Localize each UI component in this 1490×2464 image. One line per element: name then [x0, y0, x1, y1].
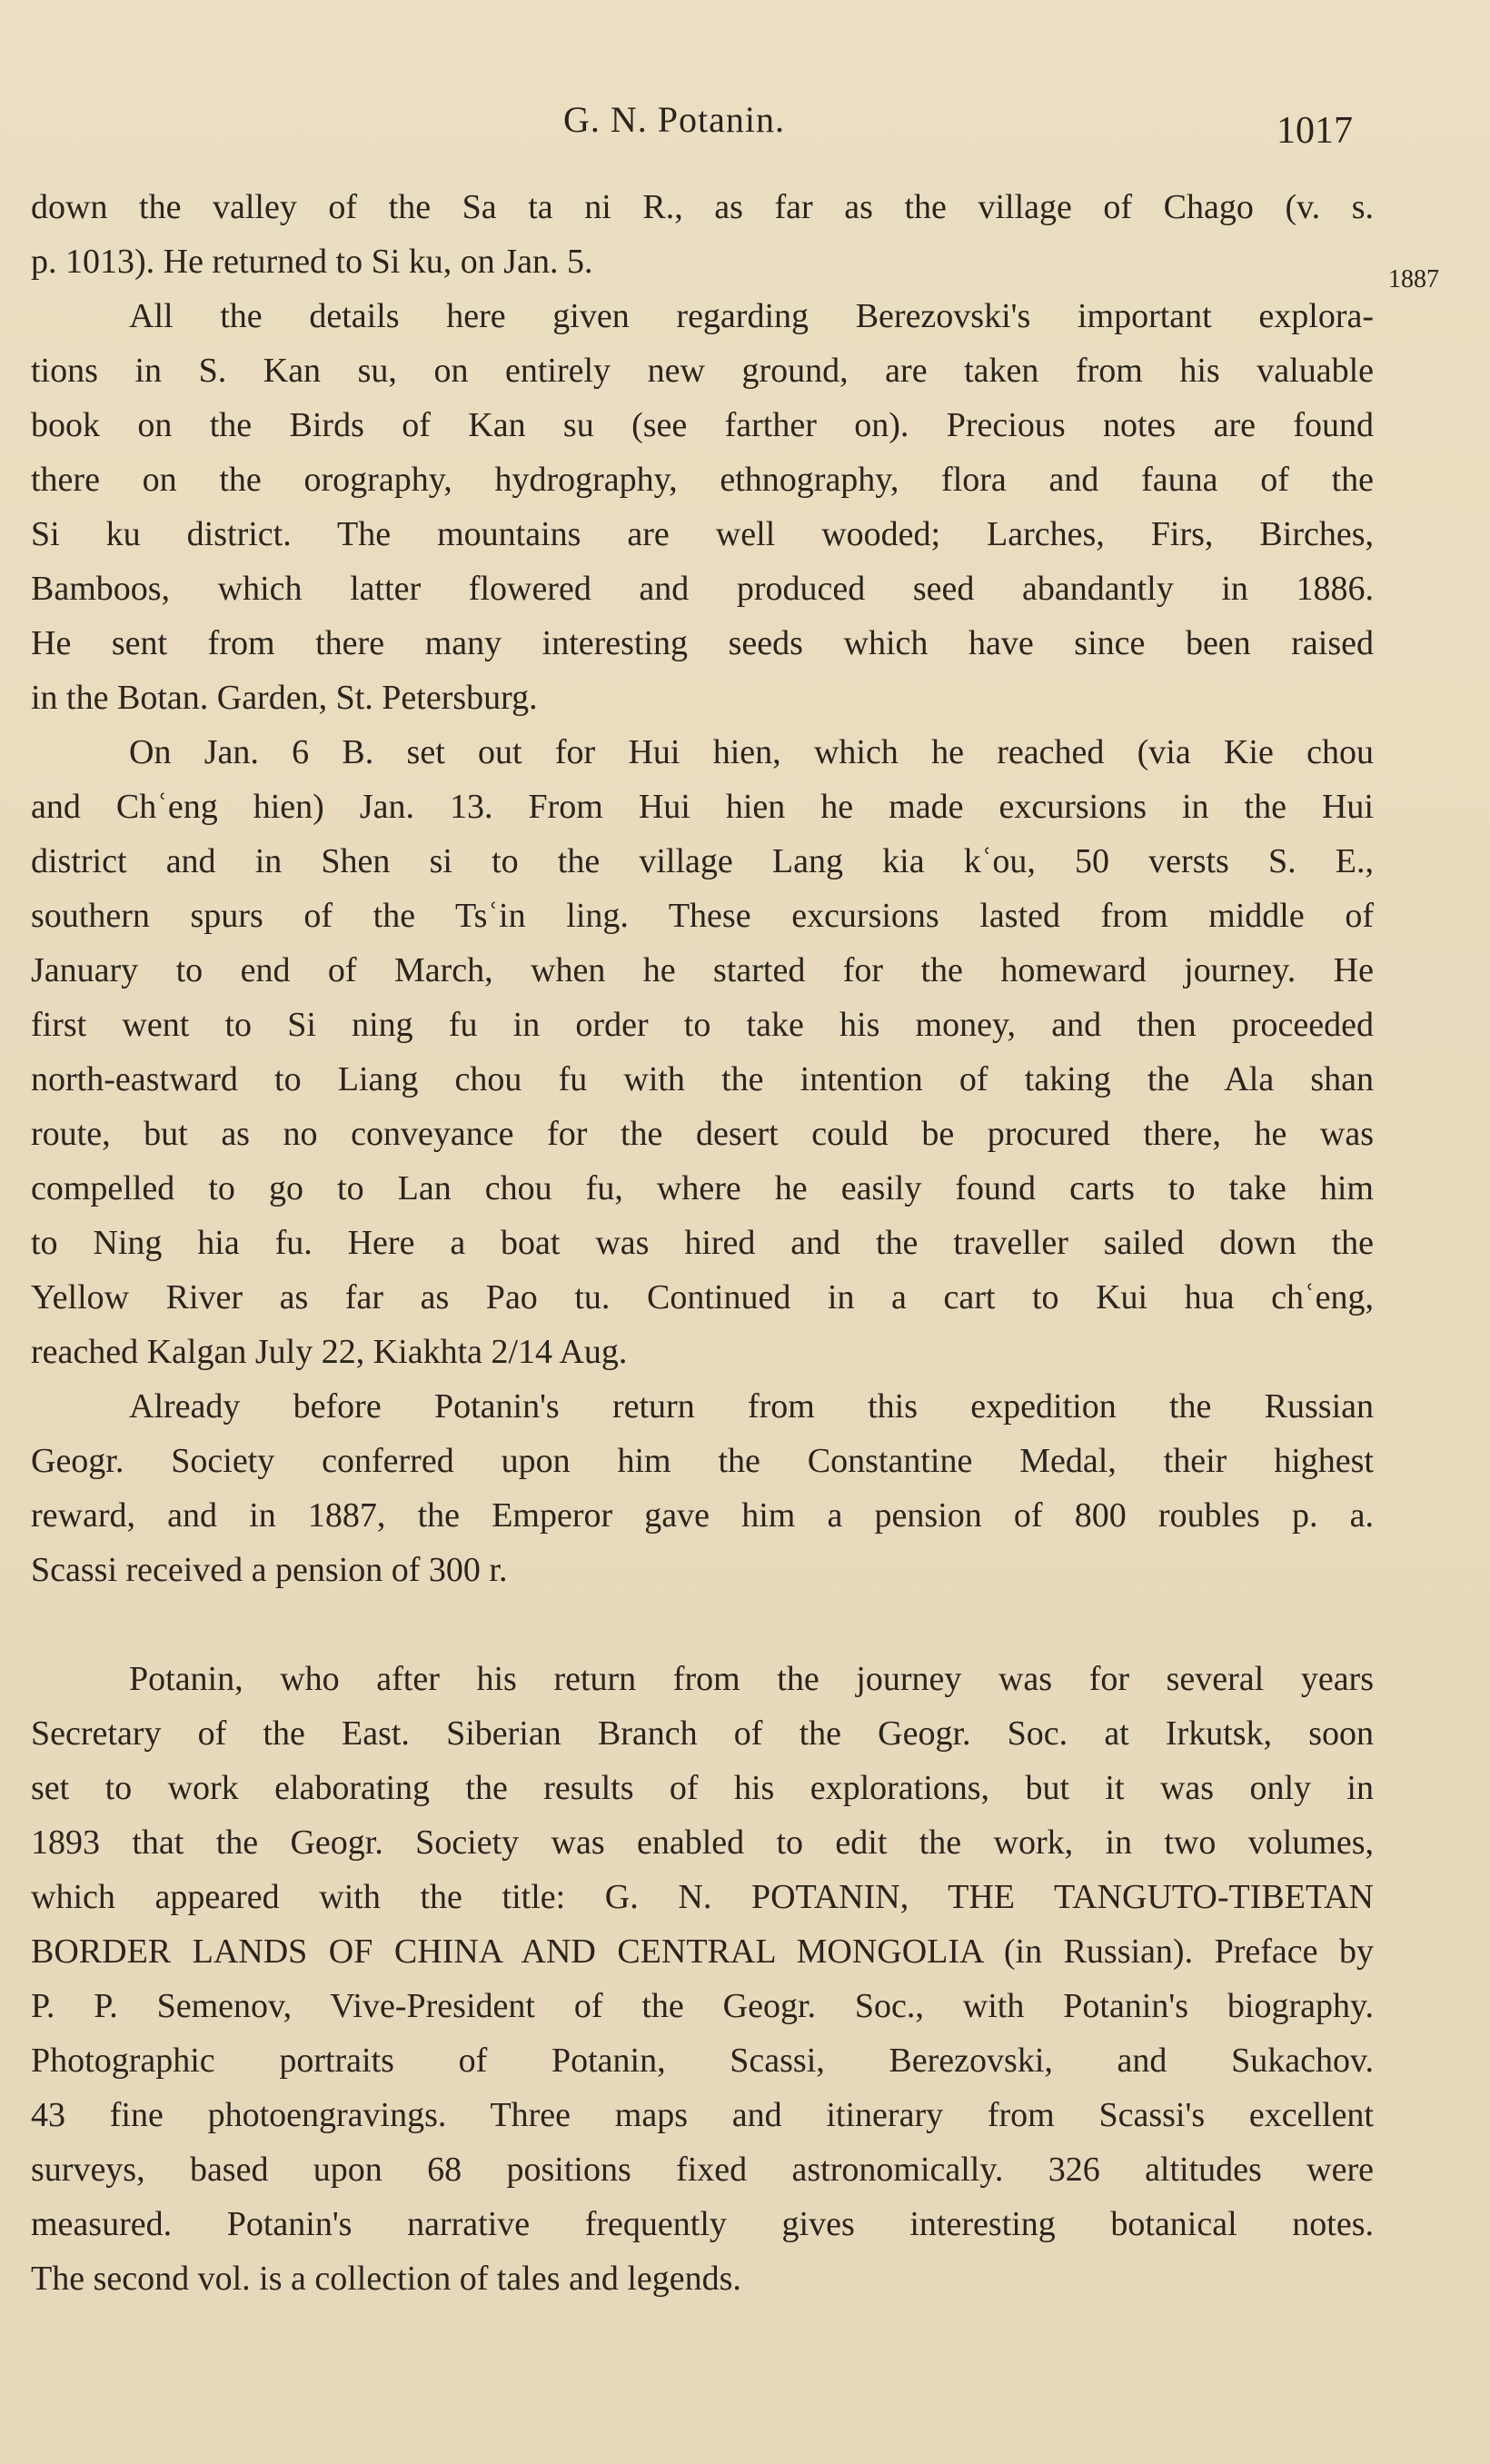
text-line: 1893 that the Geogr. Society was enabled to edit the work, in two volumes,	[31, 1823, 1374, 1862]
text-line: southern spurs of the Tsʿin ling. These excursions lasted from middle of	[31, 897, 1374, 935]
paragraph	[31, 1652, 1374, 2306]
text-line: Scassi received a pension of 300 r.	[31, 1551, 508, 1589]
text-line: and Chʿeng hien) Jan. 13. From Hui hien he made excursions in the Hui	[31, 788, 1374, 826]
section-gap	[31, 1597, 1374, 1652]
paragraph	[31, 725, 1374, 1379]
text-line: The second vol. is a collection of tales and legends.	[31, 2260, 741, 2298]
text-line: set to work elaborating the results of his explorations, but it was only in	[31, 1769, 1374, 1807]
text-line: Yellow River as far as Pao tu. Continued in a cart to Kui hua chʿeng,	[31, 1278, 1374, 1316]
text-line: down the valley of the Sa ta ni R., as far as the village of Chago (v. s.	[31, 188, 1374, 226]
text-line: BORDER LANDS OF CHINA AND CENTRAL MONGOLIA (in Russian). Preface by	[31, 1932, 1374, 1971]
text-line: January to end of March, when he started for the homeward journey. He	[31, 951, 1374, 989]
body-text	[31, 180, 1374, 2306]
text-line: Secretary of the East. Siberian Branch of the Geogr. Soc. at Irkutsk, soon	[31, 1714, 1374, 1753]
text-line: district and in Shen si to the village Lang kia kʿou, 50 versts S. E.,	[31, 842, 1374, 880]
text-line: compelled to go to Lan chou fu, where he easily found carts to take him	[31, 1169, 1374, 1207]
page-number: 1017	[1276, 110, 1353, 152]
text-line: to Ning hia fu. Here a boat was hired and the traveller sailed down the	[31, 1224, 1374, 1262]
text-line: north-eastward to Liang chou fu with the intention of taking the Ala shan	[31, 1060, 1374, 1098]
text-line: book on the Birds of Kan su (see farther on). Precious notes are found	[31, 406, 1374, 444]
text-line: Potanin, who after his return from the journey was for several years	[129, 1660, 1374, 1698]
text-line: Photographic portraits of Potanin, Scassi, Berezovski, and Sukachov.	[31, 2042, 1374, 2080]
text-line: tions in S. Kan su, on entirely new ground, are taken from his valuable	[31, 352, 1374, 390]
text-line: p. 1013). He returned to Si ku, on Jan. 5.	[31, 243, 593, 281]
text-line: Bamboos, which latter flowered and produced seed abandantly in 1886.	[31, 570, 1374, 608]
text-line: He sent from there many interesting seeds which have since been raised	[31, 624, 1374, 662]
text-line: reached Kalgan July 22, Kiakhta 2/14 Aug.	[31, 1333, 628, 1371]
paragraph	[31, 289, 1374, 725]
text-line: reward, and in 1887, the Emperor gave him a pension of 800 roubles p. a.	[31, 1496, 1374, 1535]
paragraph	[31, 180, 1374, 289]
margin-year-note: 1887	[1388, 265, 1439, 293]
text-line: there on the orography, hydrography, ethnography, flora and fauna of the	[31, 461, 1374, 499]
paragraph	[31, 1379, 1374, 1597]
text-line: Si ku district. The mountains are well wooded; Larches, Firs, Birches,	[31, 515, 1374, 553]
text-line: measured. Potanin's narrative frequently gives interesting botanical notes.	[31, 2205, 1374, 2243]
text-line: surveys, based upon 68 positions fixed astronomically. 326 altitudes were	[31, 2151, 1374, 2189]
text-line: Geogr. Society conferred upon him the Constantine Medal, their highest	[31, 1442, 1374, 1480]
text-line: P. P. Semenov, Vive-President of the Geogr. Soc., with Potanin's biography.	[31, 1987, 1374, 2025]
text-line: which appeared with the title: G. N. POTANIN, THE TANGUTO-TIBETAN	[31, 1878, 1374, 1916]
text-line: Already before Potanin's return from this expedition the Russian	[129, 1387, 1374, 1426]
text-line: in the Botan. Garden, St. Petersburg.	[31, 679, 538, 717]
text-line: All the details here given regarding Berezovski's important explora-	[129, 297, 1374, 335]
text-line: first went to Si ning fu in order to take his money, and then proceeded	[31, 1006, 1374, 1044]
running-header-title: G. N. Potanin.	[563, 99, 785, 140]
text-line: route, but as no conveyance for the desert could be procured there, he was	[31, 1115, 1374, 1153]
text-line: On Jan. 6 B. set out for Hui hien, which he reached (via Kie chou	[129, 733, 1374, 771]
text-line: 43 fine photoengravings. Three maps and itinerary from Scassi's excellent	[31, 2096, 1374, 2134]
